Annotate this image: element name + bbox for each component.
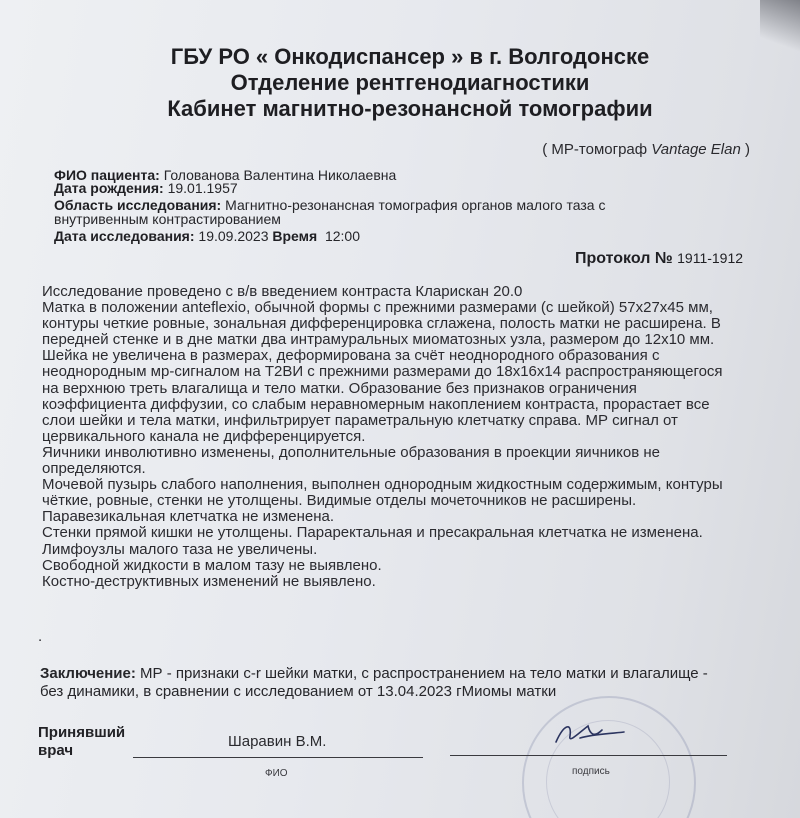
patient-dob-row: Дата рождения: 19.01.1957: [54, 180, 238, 196]
findings-line: Стенки прямой кишки не утолщены. Параректальная и пресакральная клетчатка не изменена.: [42, 524, 703, 542]
findings-line: Паравезикальная клетчатка не изменена.: [42, 508, 335, 526]
conclusion: [40, 665, 770, 701]
conclusion-line-2: без динамики, в сравнении с исследованием от 13.04.2023 гМиомы матки: [40, 683, 557, 700]
patient-name-row: ФИО пациента: Голованова Валентина Николаевна: [54, 167, 397, 183]
header-department: Отделение рентгенодиагностики: [230, 70, 590, 95]
signature-icon: [550, 712, 630, 752]
conclusion-line-1: Заключение: МР - признаки c-r шейки матки, с распространением на тело матки и влагалище -: [40, 665, 708, 682]
findings-line: цервикального канала не дифференцируется.: [42, 427, 366, 445]
name-caption: ФИО: [265, 768, 288, 779]
signature-caption: подпись: [572, 766, 610, 777]
study-area-row-2: внутривенным контрастированием: [54, 211, 281, 227]
findings-line: Лимфоузлы малого таза не увеличены.: [42, 540, 318, 558]
protocol-number: Протокол № 1911-1912: [575, 250, 744, 267]
findings-line: неоднородным мр-сигналом на Т2ВИ с прежними размерами до 18x16x14 распространяющегося: [42, 363, 723, 381]
doctor-name: Шаравин В.М.: [228, 733, 327, 750]
findings-line: контуры четкие ровные, зональная дифференцировка сглажена, полость матки не расширена. В: [42, 315, 721, 333]
findings-line: коэффициента диффузии, со слабым неравномерным накоплением контраста, прорастает все: [42, 395, 710, 413]
findings-line: Костно-деструктивных изменений не выявлено.: [42, 572, 376, 590]
study-area-row: Область исследования: Магнитно-резонансная томография органов малого таза с: [54, 197, 606, 213]
findings-line: на верхнюю треть влагалища и тело матки. Образование без признаков ограничения: [42, 379, 637, 397]
signature-underline: [450, 755, 727, 756]
study-date-row: Дата исследования: 19.09.2023 Время 12:00: [54, 228, 360, 244]
findings-line: чёткие, ровные, стенки не утолщены. Видимые отделы мочеточников не расширены.: [42, 492, 637, 510]
findings-line: Матка в положении anteflexio, обычной формы с прежними размерами (с шейкой) 57x27x45 мм,: [42, 299, 713, 317]
name-underline: [133, 757, 423, 758]
findings-line: слои шейки и тела матки, инфильтрирует параметральную клетчатку справа. МР сигнал от: [42, 411, 678, 429]
findings-line: определяются.: [42, 460, 146, 478]
stray-dot: .: [38, 628, 43, 645]
findings-line: Шейка не увеличена в размерах, деформирована за счёт неоднородного образования с: [42, 347, 660, 365]
header-institution: ГБУ РО « Онкодиспансер » в г. Волгодонске: [170, 44, 650, 69]
findings-line: передней стенке и в дне матки два интрамуральных миоматозных узла, размером до 12x10 мм.: [42, 331, 715, 349]
findings-line: Исследование проведено с в/в введением контраста Кларискан 20.0: [42, 283, 523, 300]
findings-line: Мочевой пузырь слабого наполнения, выполнен однородным жидкостным содержимым, контуры: [42, 476, 723, 494]
scanner-model: ( МР-томограф Vantage Elan ): [542, 141, 750, 158]
doctor-label: Принявший врач: [38, 724, 126, 759]
findings-line: Свободной жидкости в малом тазу не выявлено.: [42, 556, 382, 574]
header-room: Кабинет магнитно-резонансной томографии: [167, 96, 653, 121]
findings-line: Яичники инволютивно изменены, дополнительные образования в проекции яичников не: [42, 443, 661, 461]
findings-text: [42, 284, 762, 590]
